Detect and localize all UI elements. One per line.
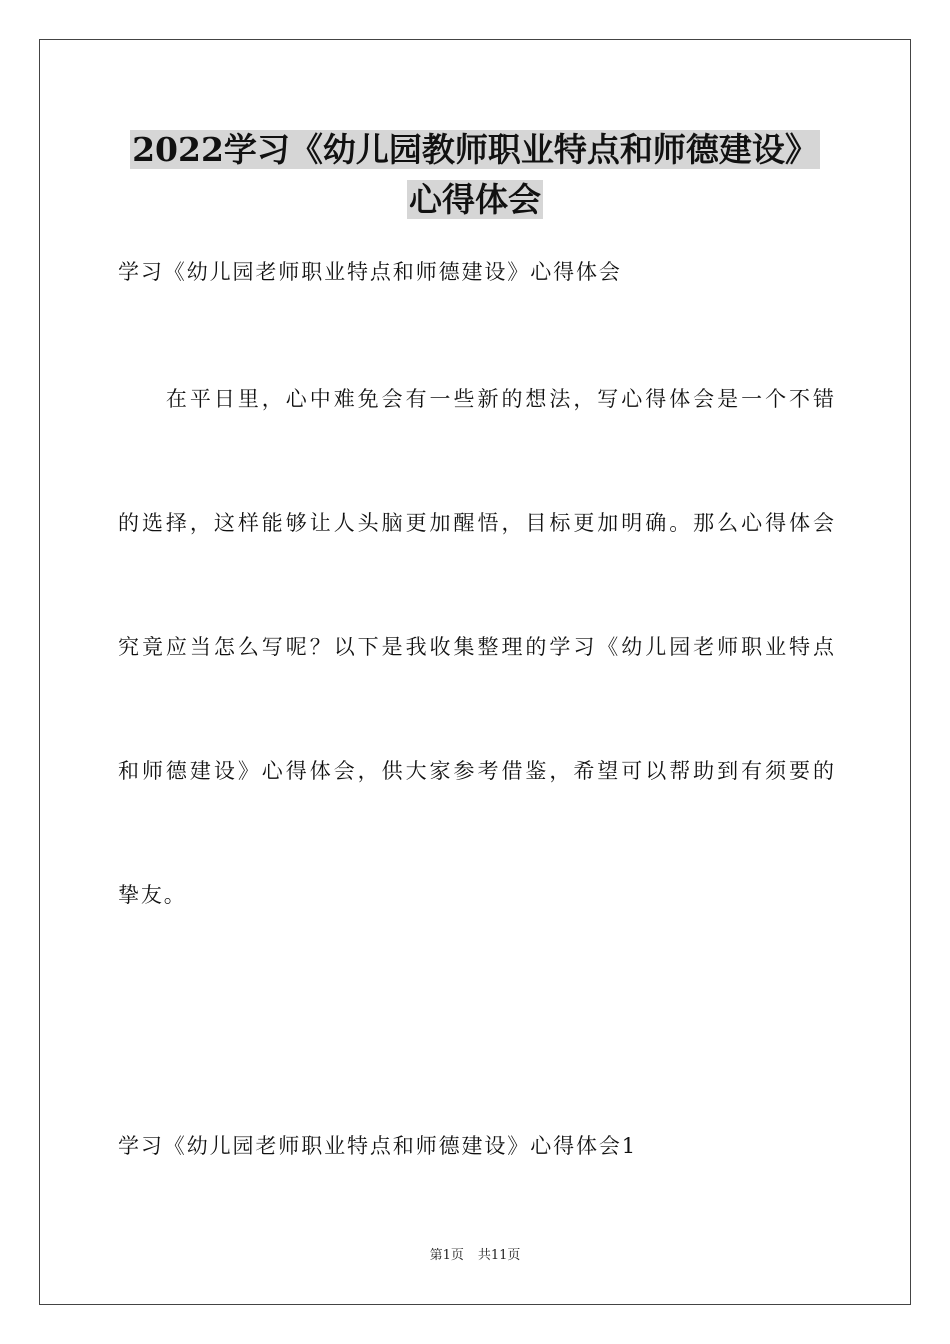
paragraph-line-4: 和师德建设》心得体会，供大家参考借鉴，希望可以帮助到有须要的 — [118, 759, 834, 783]
page-total: 共11页 — [477, 1248, 521, 1263]
paragraph-line-3: 究竟应当怎么写呢？以下是我收集整理的学习《幼儿园老师职业特点 — [118, 635, 834, 659]
title-text-1: 2022学习《幼儿园教师职业特点和师德建设》 — [132, 130, 818, 169]
page-current: 第1页 — [429, 1248, 464, 1263]
section-heading: 学习《幼儿园老师职业特点和师德建设》心得体会1 — [118, 1134, 638, 1158]
document-subtitle: 学习《幼儿园老师职业特点和师德建设》心得体会 — [118, 260, 622, 284]
paragraph-line-2: 的选择，这样能够让人头脑更加醒悟，目标更加明确。那么心得体会 — [118, 511, 834, 535]
page-footer — [0, 1247, 950, 1265]
document-title-line-1 — [0, 125, 950, 175]
paragraph-line-1: 在平日里，心中难免会有一些新的想法，写心得体会是一个不错 — [118, 387, 834, 411]
page-border — [39, 39, 911, 1305]
document-title-line-2 — [0, 175, 950, 225]
title-text-2: 心得体会 — [409, 180, 541, 219]
paragraph-line-5: 挚友。 — [118, 883, 187, 907]
